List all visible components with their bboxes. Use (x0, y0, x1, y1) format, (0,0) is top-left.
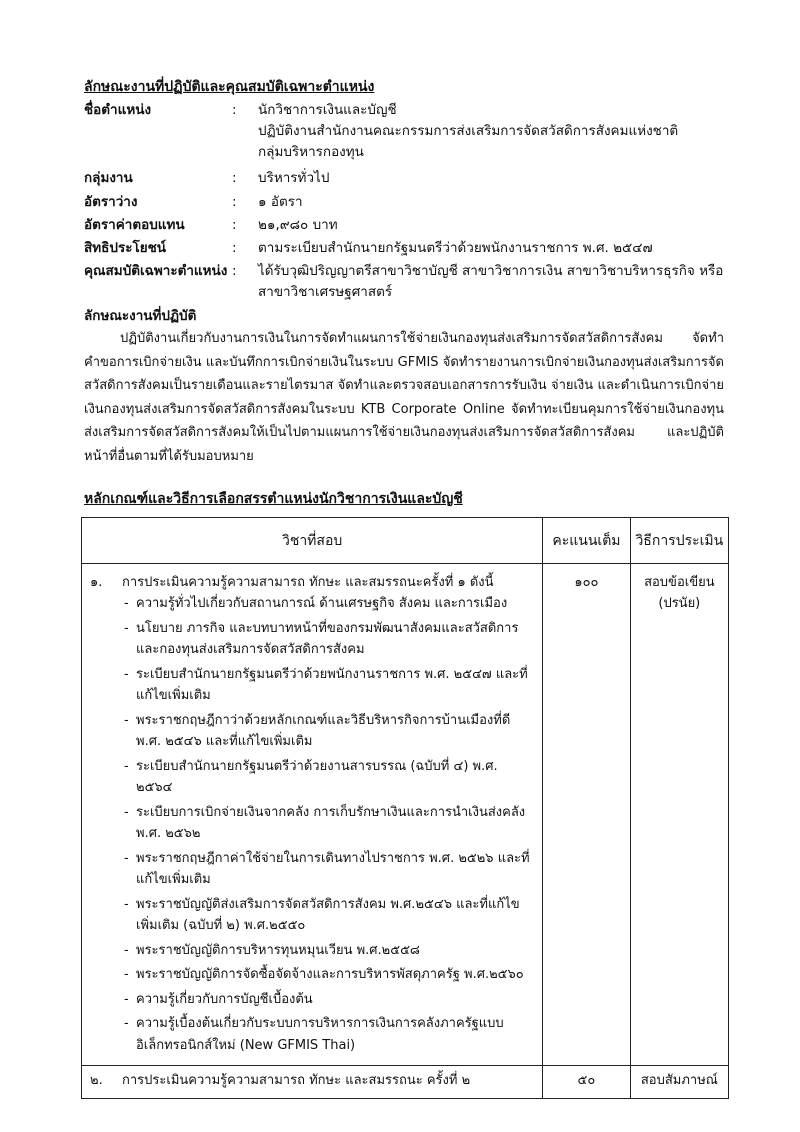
field-value (258, 261, 728, 303)
list-item: - ระเบียบสำนักนายกรัฐมนตรีว่าด้วยพนักงานราชการ พ.ศ. ๒๕๔๗ และที่แก้ไขเพิ่มเติม (124, 664, 536, 707)
attributes-heading: ลักษณะงานที่ปฏิบัติและคุณสมบัติเฉพาะตำแหน่ง (84, 79, 375, 95)
list-item: - ระเบียบการเบิกจ่ายเงินจากคลัง การเก็บรักษาเงินและการนำเงินส่งคลัง พ.ศ. ๒๕๖๒ (124, 802, 536, 845)
list-item: - พระราชบัญญัติส่งเสริมการจัดสวัสดิการสังคม พ.ศ.๒๕๔๖ และที่แก้ไขเพิ่มเติม (ฉบับที่ ๒) พ.ศ.๒๕๕๐ (124, 894, 536, 937)
field-value-line: ได้รับวุฒิปริญญาตรีสาขาวิชาบัญชี สาขาวิชาการเงิน สาขาวิชาบริหารธุรกิจ หรือ (258, 263, 724, 279)
header-subject: วิชาที่สอบ (82, 518, 543, 564)
exam-method-line: (ปรนัย) (658, 596, 701, 611)
field-value: ตามระเบียบสำนักนายกรัฐมนตรีว่าด้วยพนักงานราชการ พ.ศ. ๒๕๔๗ (258, 240, 653, 256)
field-qualifications (84, 261, 724, 305)
field-label: สิทธิประโยชน์ (84, 240, 167, 256)
exam-method-cell (630, 564, 728, 1066)
field-label: ชื่อตำแหน่ง (84, 102, 152, 118)
exam-title-text: การประเมินความรู้ความสามารถ ทักษะ และสมรรถนะครั้งที่ ๑ ดังนี้ (122, 575, 494, 590)
field-label: คุณสมบัติเฉพาะตำแหน่ง (84, 263, 228, 279)
exam-number: ๑. (90, 575, 103, 590)
field-value-line: ปฏิบัติงานสำนักงานคณะกรรมการส่งเสริมการจัดสวัสดิการสังคมแห่งชาติ (258, 123, 679, 139)
list-item: - พระราชกฤษฎีกาค่าใช้จ่ายในการเดินทางไปราชการ พ.ศ. ๒๕๒๖ และที่แก้ไขเพิ่มเติม (124, 848, 536, 891)
exam-subject-cell (82, 564, 543, 1066)
exam-method-cell: สอบสัมภาษณ์ (630, 1066, 728, 1099)
exam-title (90, 572, 536, 593)
field-colon: : (232, 263, 237, 279)
list-item: - ระเบียบสำนักนายกรัฐมนตรีว่าด้วยงานสารบรรณ (ฉบับที่ ๔) พ.ศ. ๒๕๖๔ (124, 756, 536, 799)
field-position-name (84, 100, 724, 166)
list-item: - ความรู้เกี่ยวกับการบัญชีเบื้องต้น (124, 989, 536, 1011)
exam-topic-list (90, 593, 536, 1056)
list-item: - พระราชบัญญัติการบริหารทุนหมุนเวียน พ.ศ.๒๕๕๘ (124, 940, 536, 962)
field-value: บริหารทั่วไป (258, 170, 330, 186)
duties-heading: ลักษณะงานที่ปฏิบัติ (84, 308, 197, 324)
list-item: - ความรู้เบื้องต้นเกี่ยวกับระบบการบริหารการเงินการคลังภาครัฐแบบอิเล็กทรอนิกส์ใหม่ (New GFMIS Thai) (124, 1013, 536, 1056)
exam-number: ๒. (90, 1073, 103, 1088)
field-value-line: นักวิชาการเงินและบัญชี (258, 102, 397, 118)
exam-score-cell: ๕๐ (543, 1066, 630, 1099)
field-colon: : (232, 194, 237, 210)
table-row (82, 564, 729, 1066)
table-header-row (82, 518, 729, 564)
field-value (258, 100, 728, 163)
field-value: ๑ อัตรา (258, 194, 303, 210)
table-row (82, 1066, 729, 1099)
exam-score-cell: ๑๐๐ (543, 564, 630, 1066)
field-value: ๒๑,๙๘๐ บาท (258, 217, 338, 233)
field-label: กลุ่มงาน (84, 170, 133, 186)
exam-title (90, 1070, 536, 1091)
list-item: - พระราชบัญญัติการจัดซื้อจัดจ้างและการบริหารพัสดุภาครัฐ พ.ศ.๒๕๖๐ (124, 964, 536, 986)
list-item: - พระราชกฤษฎีกาว่าด้วยหลักเกณฑ์และวิธีบริหารกิจการบ้านเมืองที่ดี พ.ศ. ๒๕๔๖ และที่แก้ไขเพิ่มเติม (124, 710, 536, 753)
duties-paragraph: ปฏิบัติงานเกี่ยวกับงานการเงินในการจัดทำแผนการใช้จ่ายเงินกองทุนส่งเสริมการจัดสวัสดิการสังคม จัดทำคำขอการเบิกจ่ายเงิน และบันทึกการเบิกจ่ายเงินในระบบ GFMIS จัดทำรายงานการเบิกจ่ายเงินกองทุนส่งเสริมการจัดสวัสดิการสังคมเป็นรายเดือนและรายไตรมาส จัดทำและตรวจสอบเอกสารการรับเงิน จ่ายเงิน และดำเนินการเบิกจ่ายเงินกองทุนส่งเสริมการจัดสวัสดิการสังคมในระบบ KTB Corporate Online จัดทำทะเบียนคุมการใช้จ่ายเงินกองทุนส่งเสริมการจัดสวัสดิการสังคมให้เป็นไปตามแผนการใช้จ่ายเงินกองทุนส่งเสริมการจัดสวัสดิการสังคม และปฏิบัติหน้าที่อื่นตามที่ได้รับมอบหมาย (84, 331, 724, 464)
field-colon: : (232, 170, 237, 186)
field-colon: : (232, 217, 237, 233)
field-colon: : (232, 102, 237, 118)
field-label: อัตราว่าง (84, 194, 138, 210)
field-label: อัตราค่าตอบแทน (84, 217, 185, 233)
field-colon: : (232, 240, 237, 256)
header-method: วิธีการประเมิน (630, 518, 728, 564)
exam-method-line: สอบข้อเขียน (644, 575, 715, 590)
field-value-line: กลุ่มบริหารกองทุน (258, 144, 364, 160)
exam-subject-cell (82, 1066, 543, 1099)
list-item: - นโยบาย ภารกิจ และบทบาทหน้าที่ของกรมพัฒนาสังคมและสวัสดิการและกองทุนส่งเสริมการจัดสวัสดิการสังคม (124, 618, 536, 661)
field-value-line: สาขาวิชาเศรษฐศาสตร์ (258, 284, 393, 300)
exam-table (81, 517, 729, 1099)
selection-heading: หลักเกณฑ์และวิธีการเลือกสรรตำแหน่งนักวิชาการเงินและบัญชี (84, 491, 463, 507)
exam-title-text: การประเมินความรู้ความสามารถ ทักษะ และสมรรถนะ ครั้งที่ ๒ (122, 1073, 471, 1088)
list-item: - ความรู้ทั่วไปเกี่ยวกับสถานการณ์ ด้านเศรษฐกิจ สังคม และการเมือง (124, 593, 536, 615)
header-score: คะแนนเต็ม (543, 518, 630, 564)
